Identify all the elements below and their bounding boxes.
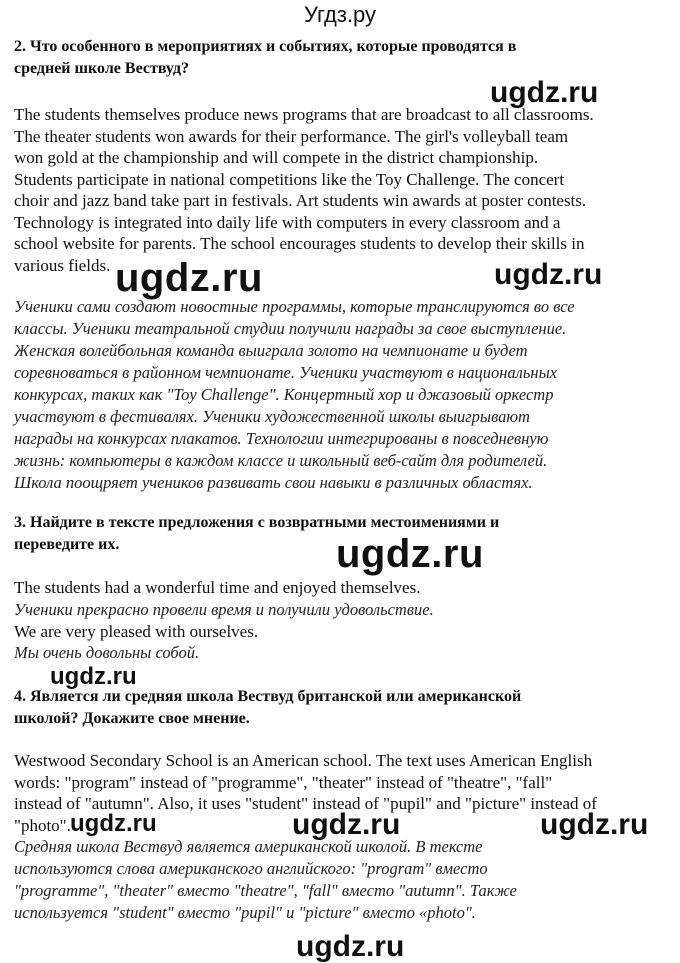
translation-line: "programme", "theater" вместо "theatre", "fall" вместо "autumn". Также	[14, 881, 517, 900]
answer-line: Westwood Secondary School is an American school. The text uses American English	[14, 751, 593, 770]
watermark: ugdz.ru	[115, 256, 263, 300]
question-3-answers	[14, 577, 674, 664]
question-2	[14, 36, 674, 80]
translation-line: Школа поощряет учеников развивать свои навыки в различных областях.	[14, 473, 533, 492]
answer-line: "photo".	[14, 815, 71, 835]
answer-line-ru: Ученики прекрасно провели время и получили удовольствие.	[14, 599, 434, 619]
answer-line: various fields.	[14, 255, 111, 275]
answer-line: The students themselves produce news programs that are broadcast to all classrooms.	[14, 105, 594, 124]
question-2-answer-ru	[14, 296, 674, 494]
answer-line: won gold at the championship and will compete in the district championship.	[14, 148, 539, 167]
answer-paragraph-en	[14, 104, 674, 276]
site-title: Угдз.ру	[303, 2, 377, 27]
translation-line: используется "student" вместо "pupil" и "picture" вместо «photo".	[14, 903, 476, 922]
translation-line: Женская волейбольная команда выиграла золото на чемпионате и будет	[14, 341, 528, 360]
translation-line: участвуют в фестивалях. Ученики художественной школы выигрывают	[14, 407, 530, 426]
question-2-title	[14, 36, 674, 80]
answer-line-en: We are very pleased with ourselves.	[14, 621, 259, 641]
question-2-answer-en	[14, 104, 674, 276]
translation-line: соревноваться в районном чемпионате. Ученики участвуют в национальных	[14, 363, 558, 382]
question-4-answer-ru	[14, 836, 674, 924]
answer-line: choir and jazz band take part in festivals. Art students win awards at poster contests.	[14, 191, 587, 210]
translation-line: Средняя школа Вествуд является американской школой. В тексте	[14, 837, 483, 856]
answer-line-ru: Мы очень довольны собой.	[14, 643, 200, 662]
translation-line: используются слова американского английского: "program" вместо	[14, 859, 488, 878]
question-title-line: средней школе Вествуд?	[14, 60, 190, 77]
translation-line: жизнь: компьютеры в каждом классе и школьный веб-сайт для родителей.	[14, 451, 548, 470]
answer-line: words: "program" instead of "programme", "theater" instead of "theatre", "fall"	[14, 772, 553, 792]
translation-line: конкурсах, таких как "Toy Challenge". Концертный хор и джазовый оркестр	[14, 385, 554, 404]
watermark: ugdz.ru	[490, 76, 599, 109]
answer-line: Students participate in national competitions like the Toy Challenge. The concert	[14, 169, 565, 189]
translation-line: классы. Ученики театральной студии получили награды за свое выступление.	[14, 319, 567, 338]
answer-line-en: The students had a wonderful time and enjoyed themselves.	[14, 578, 421, 597]
question-title-line: 3. Найдите в тексте предложения с возвратными местоимениями и	[14, 514, 500, 531]
translation-line: Ученики сами создают новостные программы, которые транслируются во все	[14, 297, 575, 316]
watermark: ugdz.ru	[70, 810, 157, 837]
answer-line: instead of "autumn". Also, it uses "student" instead of "pupil" and "picture" instead of	[14, 794, 597, 813]
question-title-line: 4. Является ли средняя школа Веcтвуд британской или американской	[14, 688, 522, 705]
watermark: ugdz.ru	[494, 258, 603, 291]
answer-paragraph-ru	[14, 296, 674, 494]
answer-line: The theater students won awards for their performance. The girl's volleyball team	[14, 126, 569, 146]
watermark: ugdz.ru	[296, 930, 405, 963]
translation-line: награды на конкурсах плакатов. Технологии интегрированы в повседневную	[14, 429, 549, 448]
question-title-line: переведите их.	[14, 536, 120, 553]
watermark: ugdz.ru	[336, 532, 484, 576]
watermark: ugdz.ru	[540, 808, 649, 841]
watermark: ugdz.ru	[292, 808, 401, 841]
question-title-line: 2. Что особенного в мероприятиях и событиях, которые проводятся в	[14, 38, 517, 55]
question-title-line: школой? Докажите свое мнение.	[14, 710, 250, 727]
answer-line: Technology is integrated into daily life with computers in every classroom and a	[14, 212, 561, 232]
answer-paragraph-ru	[14, 836, 674, 924]
question-4	[14, 686, 674, 730]
question-4-title	[14, 686, 674, 730]
answer-line: school website for parents. The school encourages students to develop their skills in	[14, 234, 585, 253]
watermark: ugdz.ru	[50, 663, 137, 690]
